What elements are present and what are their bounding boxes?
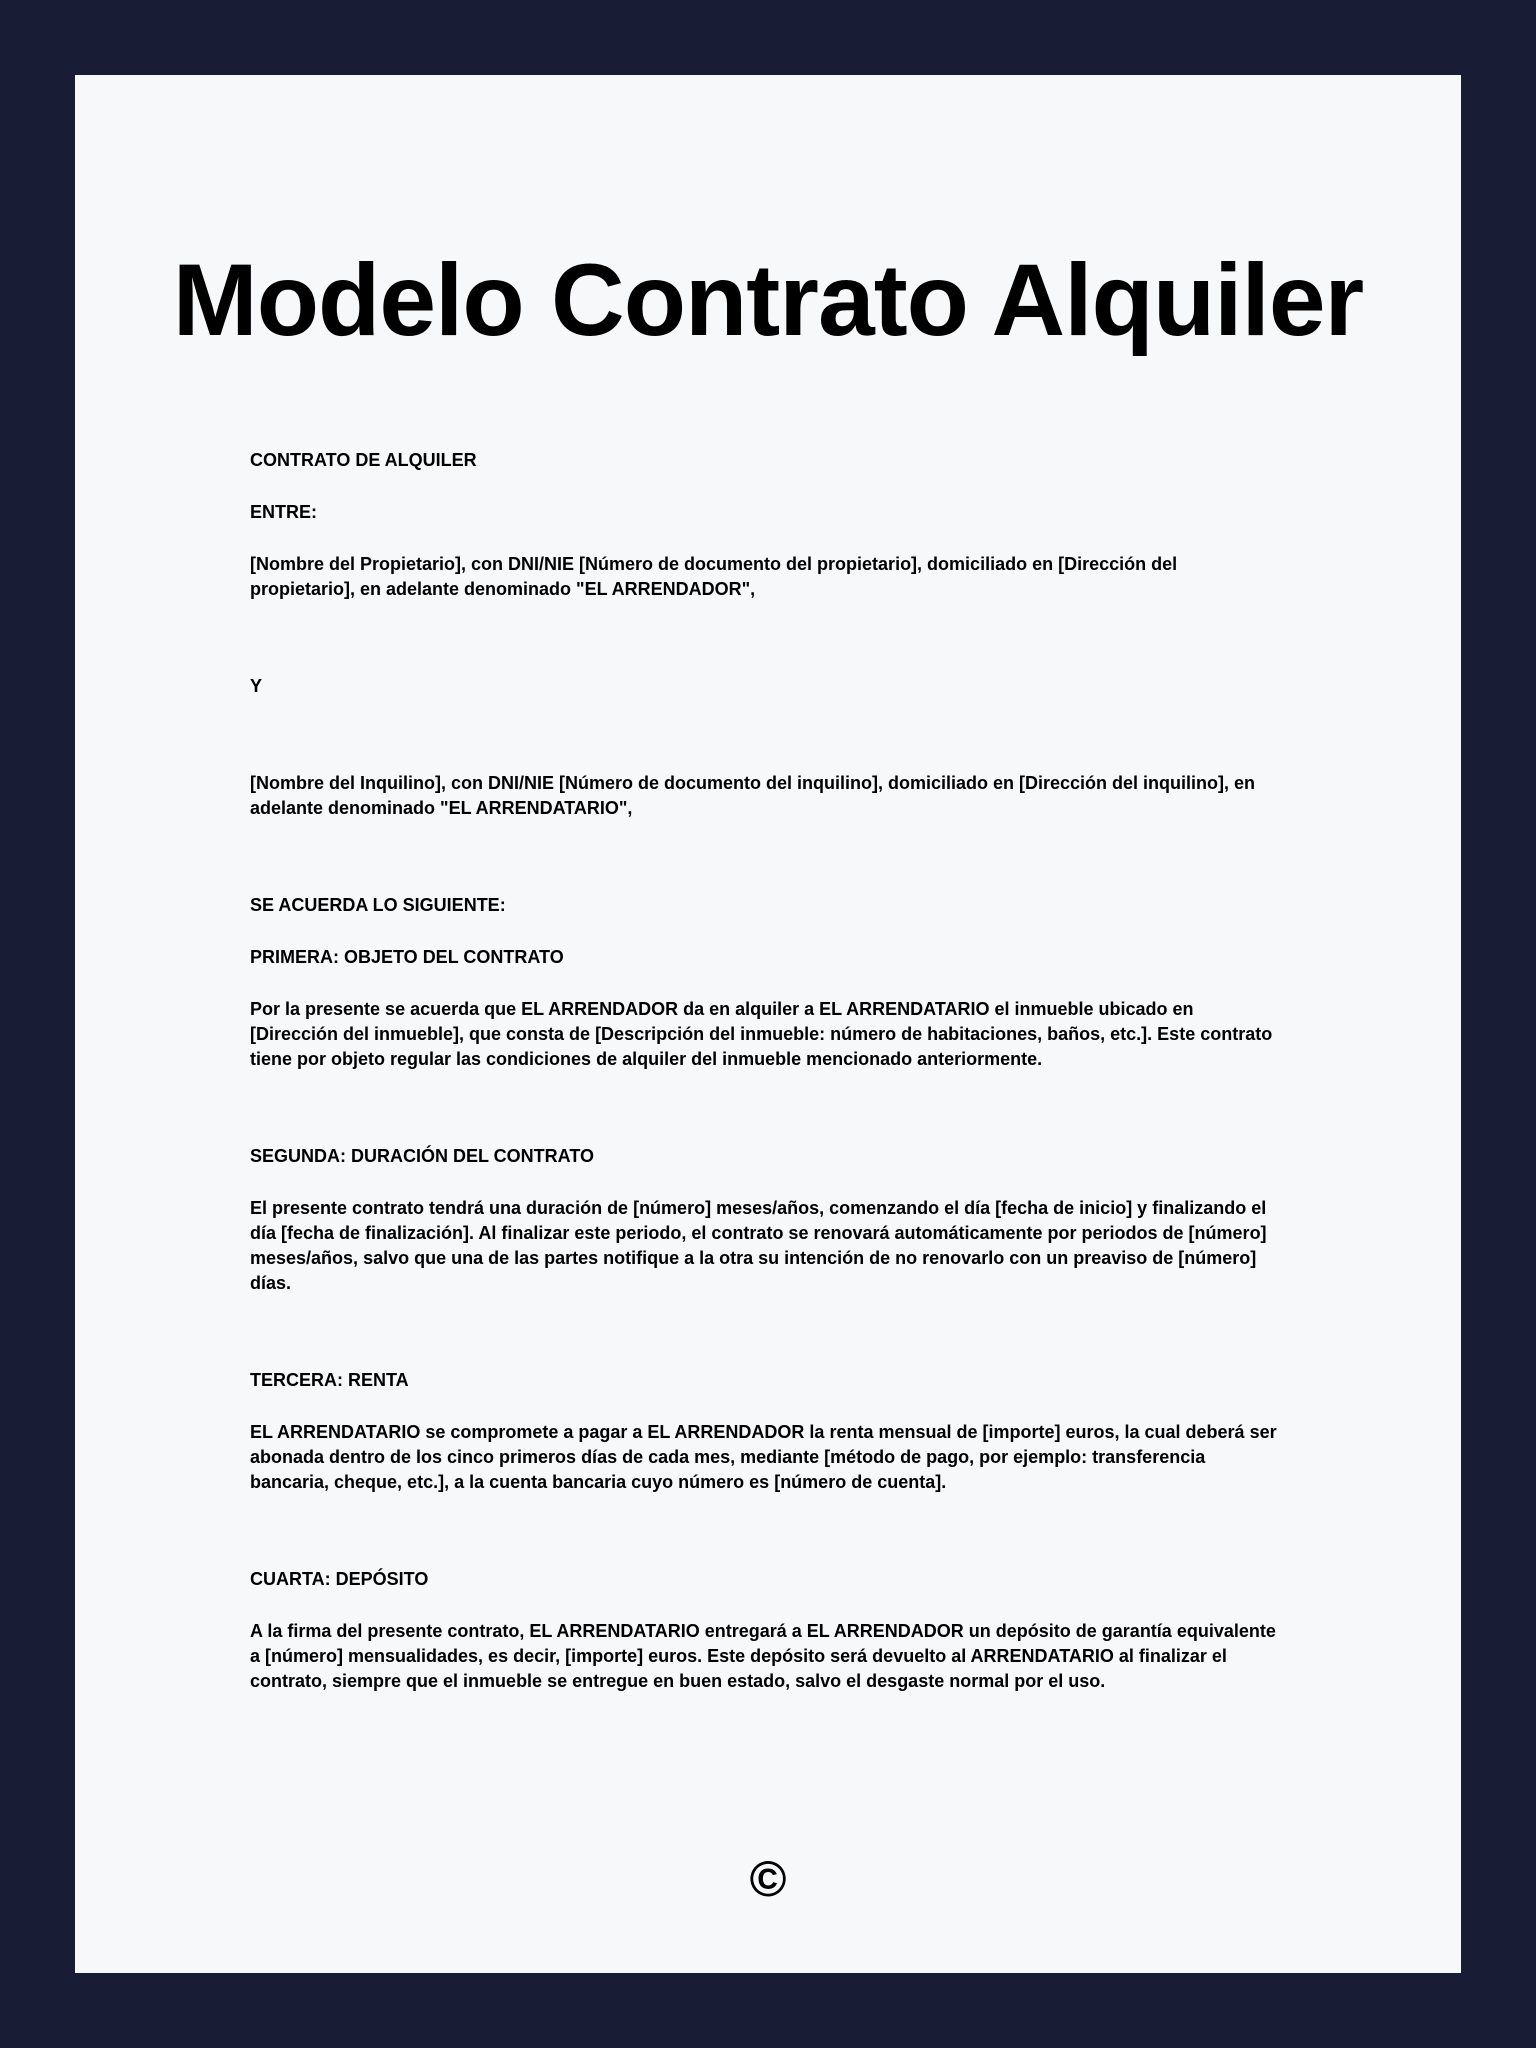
blank-line xyxy=(250,848,1286,866)
document-paragraph: ENTRE: xyxy=(250,502,317,522)
blank-line xyxy=(250,1323,1286,1341)
document-paragraph: SEGUNDA: DURACIÓN DEL CONTRATO xyxy=(250,1146,595,1166)
document-page xyxy=(75,75,1461,1973)
blank-line xyxy=(250,1099,1286,1117)
document-paragraph: PRIMERA: OBJETO DEL CONTRATO xyxy=(250,947,564,967)
document-paragraph: Y xyxy=(250,676,263,696)
document-paragraph: TERCERA: RENTA xyxy=(250,1370,409,1390)
blank-line xyxy=(250,726,1286,744)
document-footer xyxy=(75,1851,1461,1907)
blank-line xyxy=(250,1522,1286,1540)
document-paragraph: CONTRATO DE ALQUILER xyxy=(250,450,477,470)
document-paragraph: A la firma del presente contrato, EL ARRENDATARIO entregará a EL ARRENDADOR un depósito de garantía equivalente a [número] mensualidades, es decir, [importe] euros. Este depósito será devuelto al ARRENDATARIO al finalizar el contrato, siempre que el inmueble se entregue en buen estado, salvo el desgaste normal por el uso. xyxy=(250,1621,1276,1691)
document-body xyxy=(250,448,1286,1694)
document-paragraph: CUARTA: DEPÓSITO xyxy=(250,1569,429,1589)
blank-line xyxy=(250,629,1286,647)
copyright-icon: © xyxy=(749,1851,787,1907)
document-paragraph: [Nombre del Inquilino], con DNI/NIE [Número de documento del inquilino], domiciliado en [Dirección del inquilino], en adelante denominado "EL ARRENDATARIO", xyxy=(250,773,1256,818)
document-paragraph: [Nombre del Propietario], con DNI/NIE [Número de documento del propietario], domiciliado en [Dirección del propietario], en adelante denominado "EL ARRENDADOR", xyxy=(250,554,1178,599)
document-title: Modelo Contrato Alquiler xyxy=(172,243,1364,357)
document-paragraph: El presente contrato tendrá una duración de [número] meses/años, comenzando el día [fecha de inicio] y finalizando el día [fecha de finalización]. Al finalizar este periodo, el contrato se renovará automáticamente por periodos de [número] meses/años, salvo que una de las partes notifique a la otra su intención de no renovarlo con un preaviso de [número] días. xyxy=(250,1198,1267,1293)
document-paragraph: EL ARRENDATARIO se compromete a pagar a EL ARRENDADOR la renta mensual de [importe] euros, la cual deberá ser abonada dentro de los cinco primeros días de cada mes, mediante [método de pago, por ejemplo: transferencia bancaria, cheque, etc.], a la cuenta bancaria cuyo número es [número de cuenta]. xyxy=(250,1422,1277,1492)
document-paragraph: Por la presente se acuerda que EL ARRENDADOR da en alquiler a EL ARRENDATARIO el inmueble ubicado en [Dirección del inmueble], que consta de [Descripción del inmueble: número de habitaciones, baños, etc.]. Este contrato tiene por objeto regular las condiciones de alquiler del inmueble mencionado anteriormente. xyxy=(250,999,1273,1069)
document-paragraph: SE ACUERDA LO SIGUIENTE: xyxy=(250,895,506,915)
